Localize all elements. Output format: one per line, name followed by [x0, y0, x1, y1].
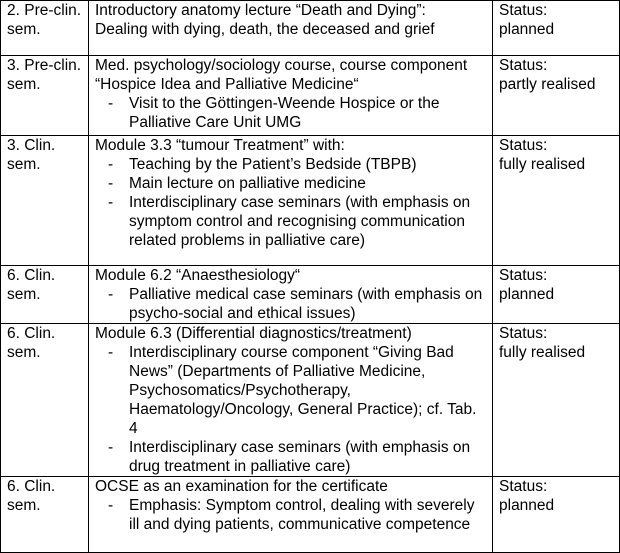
- content-cell: [89, 266, 493, 324]
- content-cell: [89, 324, 493, 477]
- status-cell: [493, 477, 620, 553]
- table-row: [1, 1, 620, 56]
- status-value: partly realised: [499, 76, 596, 93]
- semester-cell: [1, 1, 89, 56]
- bullet-list: [95, 285, 488, 323]
- semester: 6. Clin. sem.: [7, 267, 56, 303]
- status-value: planned: [499, 286, 555, 303]
- semester-cell: [1, 266, 89, 324]
- list-item: - Interdisciplinary case seminars (with emphasis on symptom control and recognising communication related problems in palliative care): [95, 193, 488, 250]
- status-value: planned: [499, 21, 555, 38]
- status-value: fully realised: [499, 156, 586, 173]
- semester-cell: [1, 324, 89, 477]
- content-line: OCSE as an examination for the certificate: [95, 478, 388, 495]
- bullet-list: [95, 155, 488, 250]
- bullet-list: [95, 496, 488, 534]
- status-value: fully realised: [499, 344, 586, 361]
- semester: 3. Pre-clin. sem.: [7, 57, 82, 93]
- content-line: Dealing with dying, death, the deceased and grief: [95, 21, 435, 38]
- content-line: Module 6.2 “Anaesthesiology“: [95, 267, 301, 284]
- list-item: - Emphasis: Symptom control, dealing with severely ill and dying patients, communicative competence: [95, 496, 488, 534]
- table-row: [1, 136, 620, 266]
- status-value: planned: [499, 497, 555, 514]
- semester: 2. Pre-clin. sem.: [7, 2, 82, 38]
- semester-cell: [1, 477, 89, 553]
- semester: 6. Clin. sem.: [7, 325, 56, 361]
- semester: 3. Clin. sem.: [7, 137, 56, 173]
- status-cell: [493, 136, 620, 266]
- semester-cell: [1, 56, 89, 136]
- content-cell: [89, 477, 493, 553]
- status-label: Status:: [499, 325, 548, 342]
- status-cell: [493, 266, 620, 324]
- list-item: - Teaching by the Patient’s Bedside (TBPB): [95, 155, 488, 174]
- content-line: Module 6.3 (Differential diagnostics/treatment): [95, 325, 412, 342]
- status-cell: [493, 56, 620, 136]
- table-row: [1, 56, 620, 136]
- list-item: - Main lecture on palliative medicine: [95, 174, 488, 193]
- content-line: Med. psychology/sociology course, course component: [95, 57, 468, 74]
- content-line: Module 3.3 “tumour Treatment” with:: [95, 137, 345, 154]
- list-item: - Interdisciplinary course component “Giving Bad News” (Departments of Palliative Medicine, Psychosomatics/Psychotherapy, Haematology/Oncology, General Practice); cf. Tab. 4: [95, 343, 488, 438]
- table-row: [1, 266, 620, 324]
- status-label: Status:: [499, 478, 548, 495]
- table-row: [1, 477, 620, 553]
- content-cell: [89, 136, 493, 266]
- list-item: - Palliative medical case seminars (with emphasis on psycho-social and ethical issues): [95, 285, 488, 323]
- status-label: Status:: [499, 267, 548, 284]
- content-cell: [89, 56, 493, 136]
- content-line: Introductory anatomy lecture “Death and Dying”:: [95, 2, 426, 19]
- content-line: “Hospice Idea and Palliative Medicine“: [95, 76, 359, 93]
- content-cell: [89, 1, 493, 56]
- semester: 6. Clin. sem.: [7, 478, 56, 514]
- status-label: Status:: [499, 2, 548, 19]
- status-cell: [493, 1, 620, 56]
- status-label: Status:: [499, 57, 548, 74]
- semester-cell: [1, 136, 89, 266]
- status-cell: [493, 324, 620, 477]
- bullet-list: [95, 94, 488, 132]
- bullet-list: [95, 343, 488, 476]
- list-item: - Interdisciplinary case seminars (with emphasis on drug treatment in palliative care): [95, 438, 488, 476]
- table-row: [1, 324, 620, 477]
- status-label: Status:: [499, 137, 548, 154]
- list-item: - Visit to the Göttingen-Weende Hospice or the Palliative Care Unit UMG: [95, 94, 488, 132]
